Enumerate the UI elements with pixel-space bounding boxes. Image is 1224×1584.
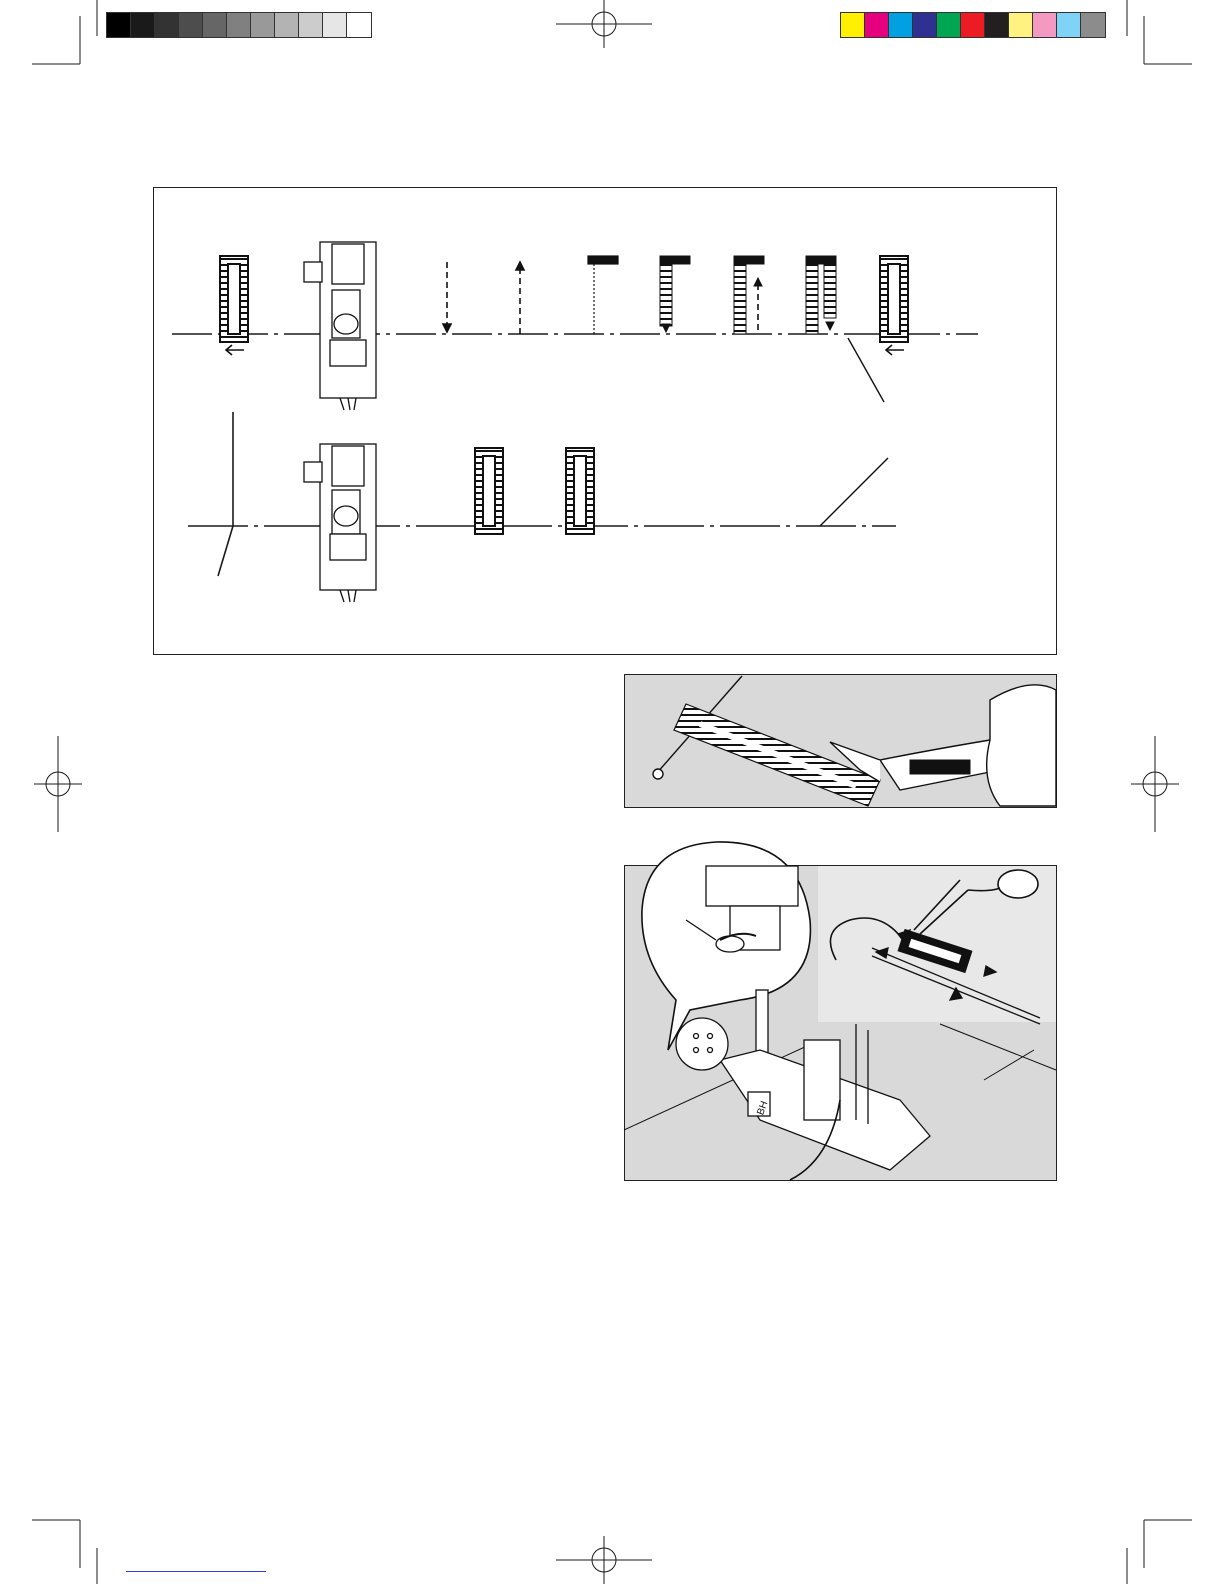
foot-marking: BH: [755, 1099, 771, 1117]
footer-link-underline[interactable]: [126, 1571, 266, 1572]
